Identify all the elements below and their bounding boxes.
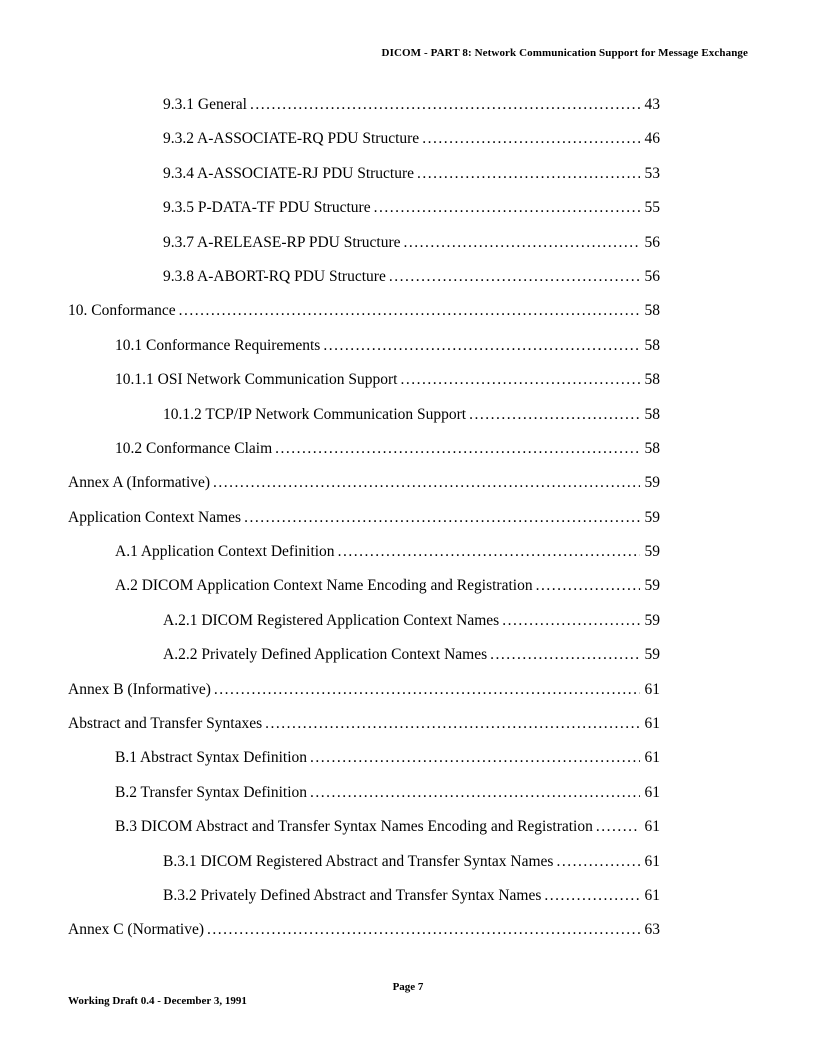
toc-entry-label: A.2.2 Privately Defined Application Context Names — [163, 646, 488, 664]
toc-entry-label: A.2.1 DICOM Registered Application Context Names — [163, 611, 500, 629]
dot-leader — [247, 88, 640, 122]
toc-entry-label: A.1 Application Context Definition — [115, 543, 335, 561]
toc-entry-label: 10.1.2 TCP/IP Network Communication Support — [163, 405, 467, 423]
dot-leader — [401, 226, 640, 260]
toc-entry-label: Abstract and Transfer Syntaxes — [68, 715, 263, 733]
toc-entry-page: 61 — [644, 783, 660, 801]
toc-entry-label: B.2 Transfer Syntax Definition — [115, 783, 308, 801]
toc-entry-page: 61 — [644, 852, 660, 870]
page-header — [68, 47, 748, 59]
toc-entry-page: 61 — [644, 886, 660, 904]
toc-entry-label: B.3.1 DICOM Registered Abstract and Transfer Syntax Names — [163, 852, 554, 870]
toc-entry — [68, 673, 660, 707]
toc-entry-page: 61 — [644, 680, 660, 698]
toc-entry — [68, 122, 660, 156]
toc-entry-label: 9.3.1 General — [163, 96, 247, 113]
toc-entry — [68, 294, 660, 328]
toc-entry-label: B.1 Abstract Syntax Definition — [115, 749, 308, 767]
toc-entry-page: 63 — [644, 921, 660, 939]
dot-leader — [307, 741, 640, 775]
toc-entry-page: 58 — [644, 439, 660, 457]
dot-leader — [320, 329, 640, 363]
toc-entry-page: 58 — [644, 336, 660, 354]
toc-entry-label: Application Context Names — [68, 508, 242, 526]
dot-leader — [272, 432, 640, 466]
toc-entry-label: 9.3.4 A-ASSOCIATE-RJ PDU Structure — [163, 164, 415, 182]
toc-entry — [68, 432, 660, 466]
dot-leader — [414, 157, 640, 191]
toc-entry-label: Annex A (Informative) — [68, 474, 211, 492]
toc-entry-page: 61 — [644, 818, 660, 836]
toc-list — [68, 88, 660, 948]
toc-entry-page: 61 — [644, 715, 660, 733]
toc-entry — [68, 535, 660, 569]
toc-entry — [68, 776, 660, 810]
toc-entry-label: Annex B (Informative) — [68, 680, 211, 698]
toc-entry — [68, 329, 660, 363]
toc-entry-label: B.3.2 Privately Defined Abstract and Transfer Syntax Names — [163, 886, 542, 904]
dot-leader — [335, 535, 640, 569]
toc-entry-page: 59 — [644, 646, 660, 664]
toc-entry — [68, 604, 660, 638]
dot-leader — [211, 673, 640, 707]
toc-entry — [68, 569, 660, 603]
toc-entry — [68, 845, 660, 879]
dot-leader — [533, 569, 640, 603]
footer-draft-label: Working Draft 0.4 - December 3, 1991 — [68, 995, 247, 1007]
toc-entry-page: 59 — [644, 611, 660, 629]
toc-entry-label: Annex C (Normative) — [68, 921, 205, 939]
toc-entry — [68, 191, 660, 225]
header-title: DICOM - PART 8: Network Communication Support for Message Exchange — [381, 47, 748, 59]
toc-entry-page: 56 — [644, 267, 660, 285]
toc-entry-page: 46 — [644, 130, 660, 148]
dot-leader — [176, 294, 640, 328]
toc-entry-page: 58 — [644, 302, 660, 320]
toc-entry-label: 9.3.8 A-ABORT-RQ PDU Structure — [163, 267, 386, 285]
dot-leader — [419, 122, 640, 156]
dot-leader — [487, 638, 640, 672]
dot-leader — [241, 501, 640, 535]
toc-entry — [68, 157, 660, 191]
dot-leader — [553, 845, 640, 879]
toc-entry-label: 10.2 Conformance Claim — [115, 439, 273, 457]
dot-leader — [210, 466, 640, 500]
toc-entry-page: 56 — [644, 233, 660, 251]
toc-entry — [68, 466, 660, 500]
toc-entry-page: 59 — [644, 543, 660, 561]
dot-leader — [499, 604, 640, 638]
dot-leader — [262, 707, 640, 741]
dot-leader — [466, 398, 640, 432]
toc-entry-label: B.3 DICOM Abstract and Transfer Syntax Names Encoding and Registration — [115, 818, 593, 836]
toc-entry-page: 43 — [644, 96, 660, 113]
toc-entry — [68, 260, 660, 294]
toc-entry — [68, 741, 660, 775]
toc-entry — [68, 638, 660, 672]
toc-entry-page: 53 — [644, 164, 660, 182]
dot-leader — [386, 260, 640, 294]
toc-entry-page: 59 — [644, 474, 660, 492]
toc-entry-page: 58 — [644, 405, 660, 423]
toc-entry — [68, 879, 660, 913]
toc-entry — [68, 913, 660, 947]
toc-entry-label: 9.3.7 A-RELEASE-RP PDU Structure — [163, 233, 401, 251]
toc-entry-label: 10. Conformance — [68, 302, 176, 320]
toc-entry-page: 59 — [644, 508, 660, 526]
toc-entry — [68, 88, 660, 122]
toc-entry-label: 10.1 Conformance Requirements — [115, 336, 321, 354]
dot-leader — [371, 191, 640, 225]
toc-entry — [68, 810, 660, 844]
toc-entry-label: 10.1.1 OSI Network Communication Support — [115, 371, 398, 389]
toc-entry — [68, 226, 660, 260]
dot-leader — [541, 879, 640, 913]
footer-page-number: Page 7 — [392, 981, 424, 993]
dot-leader — [593, 810, 640, 844]
toc-entry-page: 58 — [644, 371, 660, 389]
toc-entry — [68, 398, 660, 432]
toc-entry — [68, 501, 660, 535]
toc-entry-page: 55 — [644, 199, 660, 217]
toc-entry — [68, 707, 660, 741]
dot-leader — [307, 776, 640, 810]
dot-leader — [204, 913, 640, 947]
toc-entry-label: 9.3.2 A-ASSOCIATE-RQ PDU Structure — [163, 130, 420, 148]
toc-entry — [68, 363, 660, 397]
dot-leader — [397, 363, 640, 397]
toc-entry-label: A.2 DICOM Application Context Name Encoding and Registration — [115, 577, 533, 595]
toc-entry-page: 61 — [644, 749, 660, 767]
toc-entry-label: 9.3.5 P-DATA-TF PDU Structure — [163, 199, 371, 217]
toc-entry-page: 59 — [644, 577, 660, 595]
